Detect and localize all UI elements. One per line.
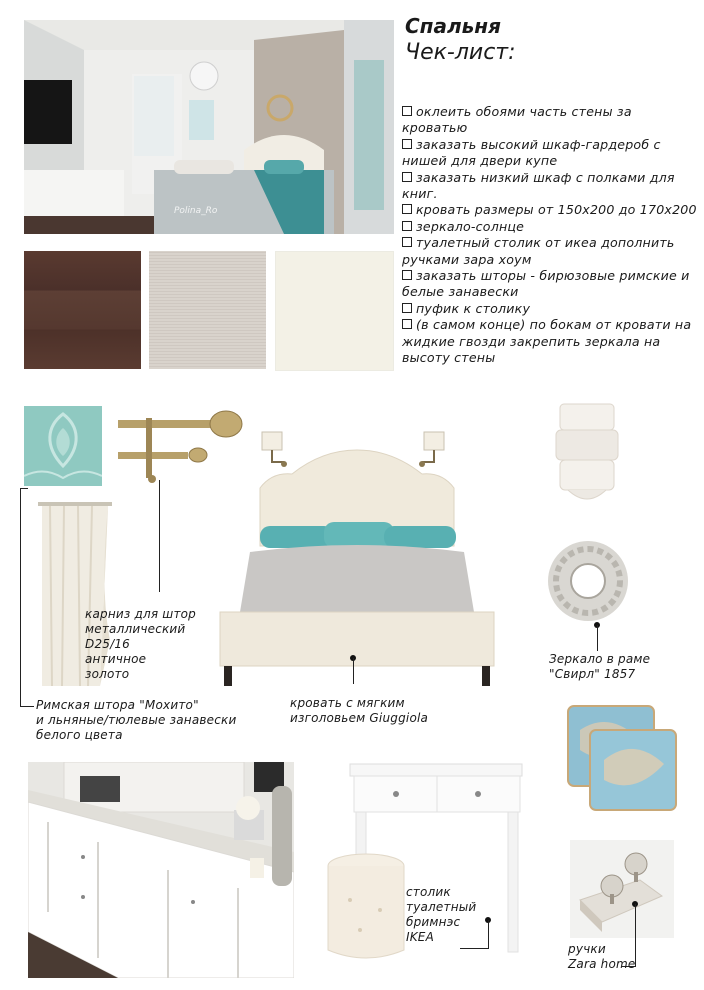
handles-image [570,840,674,938]
curtains-caption: Римская штора "Мохито" и льняные/тюлевые занавески белого цвета [36,698,237,742]
checkbox-icon [402,172,412,182]
bedroom-photo [24,20,394,234]
mirror-caption: Зеркало в раме "Свирл" 1857 [549,652,651,681]
checkbox-icon [402,270,412,280]
checklist-item: заказать шторы - бирюзовые римские и белые занавески [402,268,690,300]
checklist-item: туалетный столик от икеа дополнить ручками зара хоум [402,235,675,267]
checkbox-icon [402,221,412,231]
checklist-item: кровать размеры от 150х200 до 170х200 [402,202,698,218]
watermark: Polina_Ro [174,206,218,216]
handles-caption: ручки Zara home [568,942,636,971]
linen-wallpaper-swatch [149,251,266,369]
checklist-item: зеркало-солнце [402,219,698,235]
table-caption: столик туалетный бримнэс IKEA [406,885,477,944]
sideboard-photo [28,762,294,978]
cushions-image [560,700,686,818]
bed-image [212,428,502,690]
page-subtitle: Чек-лист: [405,40,516,65]
checklist-item: (в самом конце) по бокам от кровати на жидкие гвозди закрепить зеркала на высоту стены [402,317,692,366]
checklist-item: заказать низкий шкаф с полками для книг. [402,169,675,202]
checkbox-icon [402,106,412,116]
wood-floor-swatch [24,251,141,369]
sun-mirror-image [544,535,632,627]
cream-paint-swatch [275,251,394,371]
bed-caption: кровать с мягким изголовьем Giuggiola [290,696,429,725]
checkbox-icon [402,303,412,313]
cornice-caption: карниз для штор металлический D25/16 античное золото [85,607,196,681]
checklist-item: пуфик к столику [402,301,698,317]
checkbox-icon [402,319,412,329]
checklist [402,104,698,367]
checklist-item: заказать высокий шкаф-гардероб с нишей для двери купе [402,136,661,169]
checklist-item: оклеить обоями часть стены за кроватью [402,104,632,136]
checkbox-icon [402,204,412,214]
chandelier-image [548,400,626,512]
damask-fabric-swatch [24,406,102,486]
checkbox-icon [402,237,412,247]
dressing-table-image [320,760,530,982]
checkbox-icon [402,139,412,149]
page-title: Спальня [405,14,501,38]
